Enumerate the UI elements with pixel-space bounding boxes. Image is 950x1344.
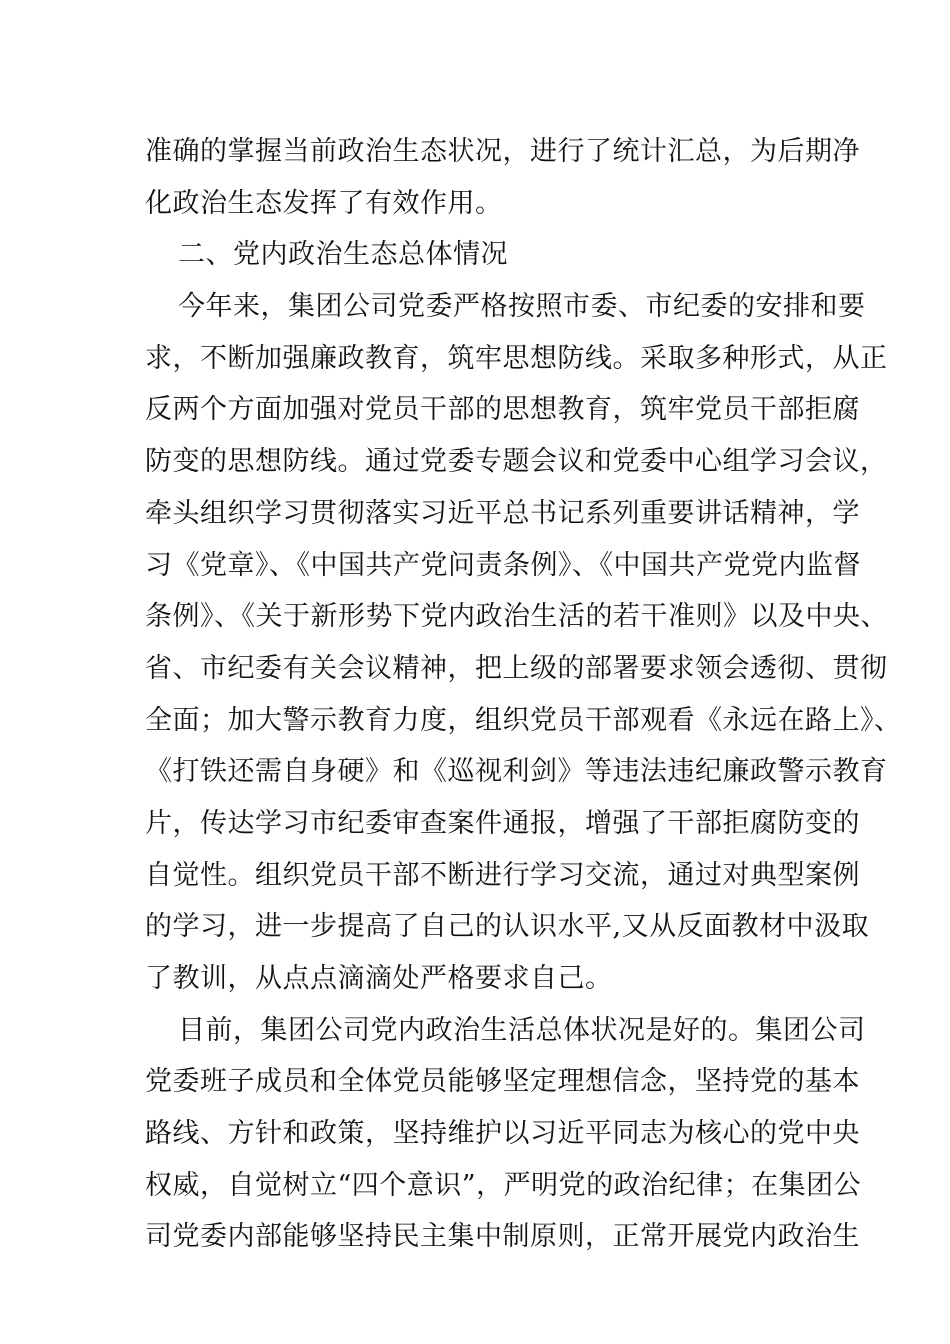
text-line-6: 反两个方面加强对党员干部的思想教育，筑牢党员干部拒腐 xyxy=(145,394,860,426)
text-line-10: 条例》、《关于新形势下党内政治生活的若干准则》以及中央、 xyxy=(145,601,888,633)
text-line-13: 《打铁还需自身硬》和《巡视利剑》等违法违纪廉政警示教育 xyxy=(145,756,888,788)
text-line-22: 司党委内部能够坚持民主集中制原则，正常开展党内政治生 xyxy=(145,1221,860,1253)
text-line-21: 权威，自觉树立“四个意识”，严明党的政治纪律；在集团公 xyxy=(145,1169,862,1201)
document-body xyxy=(145,126,902,1263)
section-heading: 二、党内政治生态总体情况 xyxy=(178,239,508,271)
text-line-12: 全面；加大警示教育力度，组织党员干部观看《永远在路上》、 xyxy=(145,704,902,736)
text-line-14: 片，传达学习市纪委审查案件通报，增强了干部拒腐防变的 xyxy=(145,807,860,839)
text-line-20: 路线、方针和政策，坚持维护以习近平同志为核心的党中央 xyxy=(145,1118,860,1150)
text-line-9: 习《党章》、《中国共产党问责条例》、《中国共产党党内监督 xyxy=(145,549,861,581)
text-line-7: 防变的思想防线。通过党委专题会议和党委中心组学习会议， xyxy=(145,446,888,478)
text-line-16: 的学习，进一步提高了自己的认识水平,又从反面教材中汲取 xyxy=(145,911,870,943)
text-line-19: 党委班子成员和全体党员能够坚定理想信念，坚持党的基本 xyxy=(145,1066,860,1098)
text-line-8: 牵头组织学习贯彻落实习近平总书记系列重要讲话精神，学 xyxy=(145,497,860,529)
text-line-5: 求，不断加强廉政教育，筑牢思想防线。采取多种形式，从正 xyxy=(145,342,888,374)
text-line-1: 准确的掌握当前政治生态状况，进行了统计汇总，为后期净 xyxy=(145,136,860,167)
text-line-15: 自觉性。组织党员干部不断进行学习交流，通过对典型案例 xyxy=(145,859,860,891)
text-line-17: 了教训，从点点滴滴处严格要求自己。 xyxy=(145,963,613,994)
paragraph-start-1: 今年来，集团公司党委严格按照市委、市纪委的安排和要 xyxy=(178,291,866,323)
text-line-11: 省、市纪委有关会议精神，把上级的部署要求领会透彻、贯彻 xyxy=(145,652,888,684)
paragraph-start-2: 目前，集团公司党内政治生活总体状况是好的。集团公司 xyxy=(178,1014,866,1046)
text-line-2: 化政治生态发挥了有效作用。 xyxy=(145,187,503,219)
